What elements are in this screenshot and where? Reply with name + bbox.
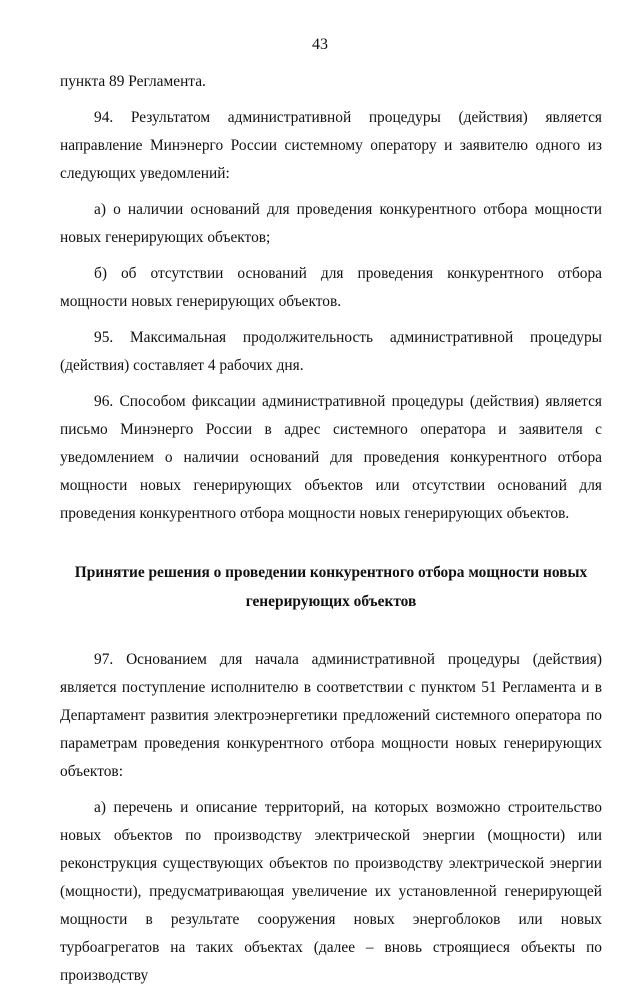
paragraph-97: 97. Основанием для начала административной процедуры (действия) является поступление исполнителю в соответствии с пунктом 51 Регламента и в Департамент развития электроэнергетики предложений системного оператора по параметрам проведения конкурентного отбора мощности новых генерирующих объектов: xyxy=(60,651,602,780)
paragraph-95: 95. Максимальная продолжительность административной процедуры (действия) составляет 4 рабочих дня. xyxy=(60,329,602,374)
paragraph-97-a: а) перечень и описание территорий, на которых возможно строительство новых объектов по производству электрической энергии (мощности) или реконструкция существующих объектов по производству электрической энергии (мощности), предусматривающая увеличение их установленной генерирующей мощности в результате сооружения новых энергоблоков или новых турбоагрегатов на таких объектах (далее – вновь строящиеся объекты по производству xyxy=(60,799,602,984)
paragraph-94-a: а) о наличии оснований для проведения конкурентного отбора мощности новых генерирующих объектов; xyxy=(60,201,602,246)
paragraph-continuation: пункта 89 Регламента. xyxy=(60,73,206,90)
section-heading: Принятие решения о проведении конкурентного отбора мощности новых генерирующих объектов xyxy=(74,564,588,610)
paragraph-94-b: б) об отсутствии оснований для проведения конкурентного отбора мощности новых генерирующих объектов. xyxy=(60,265,602,310)
page-number: 43 xyxy=(312,36,328,53)
paragraph-96: 96. Способом фиксации административной процедуры (действия) является письмо Минэнерго России в адрес системного оператора и заявителя с уведомлением о наличии оснований для проведения конкурентного отбора мощности новых генерирующих объектов или отсутствии оснований для проведения конкурентного отбора мощности новых генерирующих объектов. xyxy=(60,393,602,522)
document-body xyxy=(60,68,602,990)
paragraph-94: 94. Результатом административной процедуры (действия) является направление Минэнерго России системному оператору и заявителю одного из следующих уведомлений: xyxy=(60,109,602,182)
